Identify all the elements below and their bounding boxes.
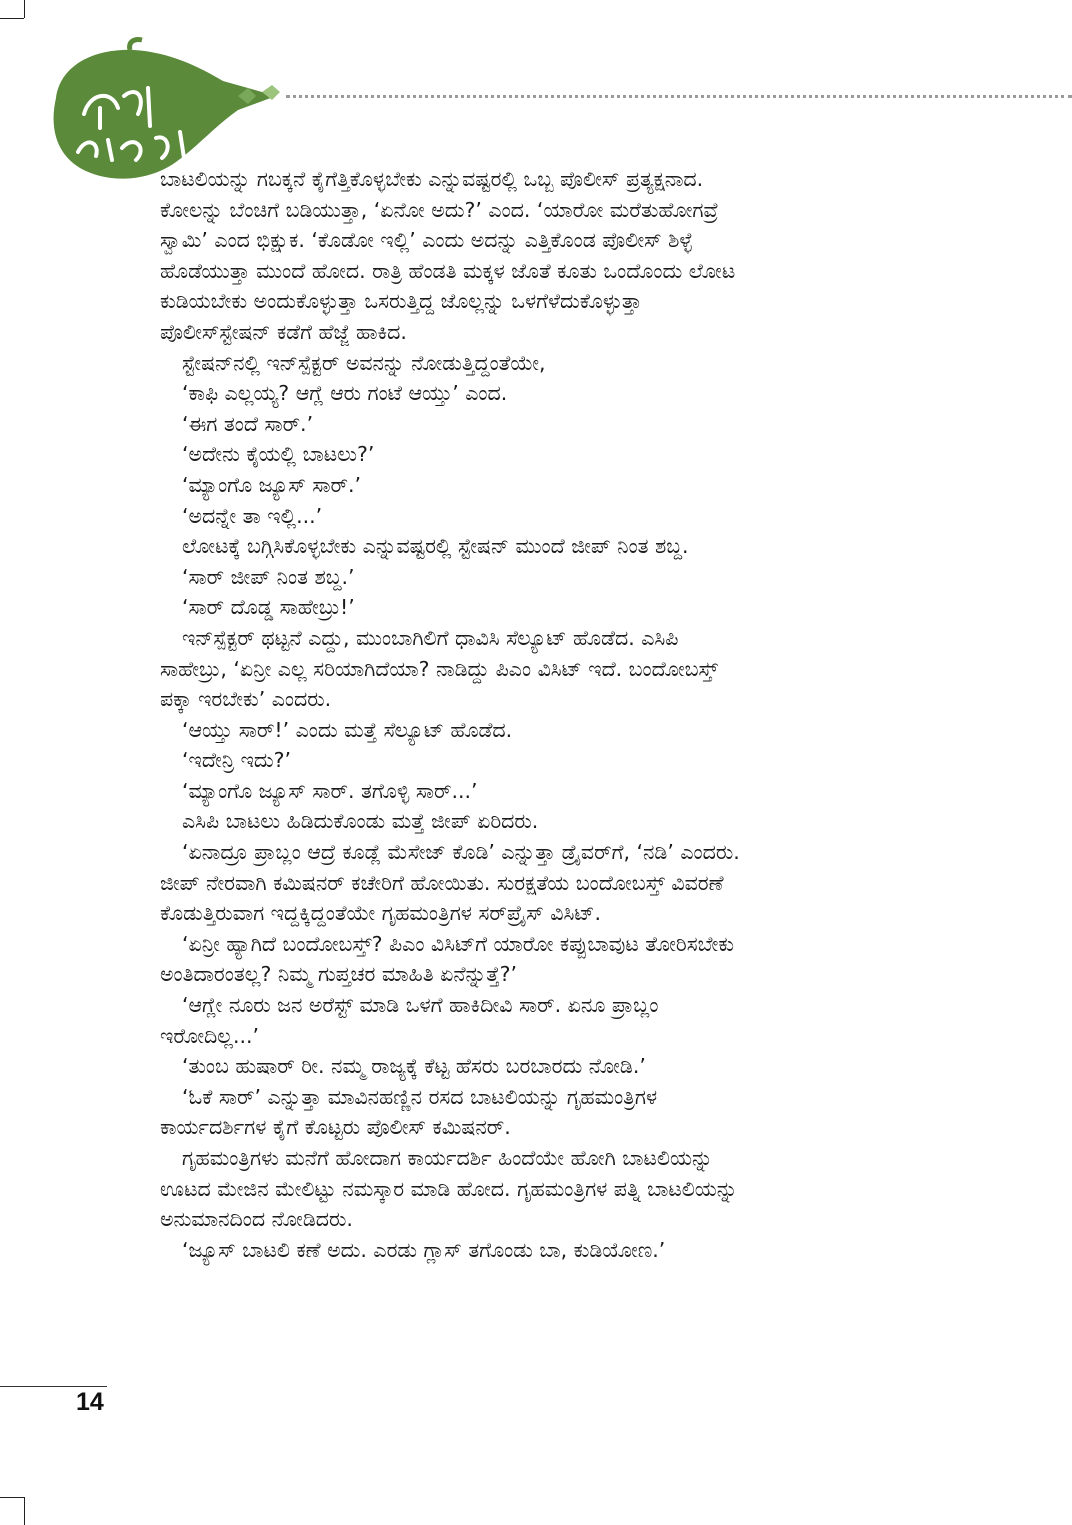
text-line: ‘ಆಯ್ತು ಸಾರ್!’ ಎಂದು ಮತ್ತೆ ಸೆಲ್ಯೂಟ್ ಹೊಡೆದ. [182, 717, 513, 742]
text-line: ಬಾಟಲಿಯನ್ನು ಗಬಕ್ಕನೆ ಕೈಗೆತ್ತಿಕೊಳ್ಳಬೇಕು ಎನ್ನುವಷ್ಟರಲ್ಲಿ ಒಬ್ಬ ಪೊಲೀಸ್ ಪ್ರತ್ಯಕ್ಷನಾದ. [160, 167, 704, 191]
page-number: 14 [76, 1388, 104, 1416]
text-line: ಹೊಡೆಯುತ್ತಾ ಮುಂದೆ ಹೋದ. ರಾತ್ರಿ ಹೆಂಡತಿ ಮಕ್ಕಳ ಜೊತೆ ಕೂತು ಒಂದೊಂದು ಲೋಟ [160, 258, 736, 283]
text-line: ಪೊಲೀಸ್‌ಸ್ಟೇಷನ್ ಕಡೆಗೆ ಹೆಜ್ಜೆ ಹಾಕಿದ. [160, 319, 407, 344]
header-dotted-rule [286, 95, 1072, 98]
text-line: ‘ತುಂಬ ಹುಷಾರ್ ರೀ. ನಮ್ಮ ರಾಜ್ಯಕ್ಕೆ ಕೆಟ್ಟ ಹೆಸರು ಬರಬಾರದು ನೋಡಿ.’ [182, 1054, 646, 1079]
text-line: ಕುಡಿಯಬೇಕು ಅಂದುಕೊಳ್ಳುತ್ತಾ ಒಸರುತ್ತಿದ್ದ ಜೊಲ್ಲನ್ನು ಒಳಗೆಳೆದುಕೊಳ್ಳುತ್ತಾ [160, 289, 642, 314]
footer-rule [0, 1386, 107, 1387]
text-line: ‘ಇದೇನ್ರಿ ಇದು?’ [182, 748, 292, 773]
text-line: ‘ಓಕೆ ಸಾರ್’ ಎನ್ನುತ್ತಾ ಮಾವಿನಹಣ್ಣಿನ ರಸದ ಬಾಟಲಿಯನ್ನು ಗೃಹಮಂತ್ರಿಗಳ [182, 1084, 658, 1109]
text-line: ಗೃಹಮಂತ್ರಿಗಳು ಮನೆಗೆ ಹೋದಾಗ ಕಾರ್ಯದರ್ಶಿ ಹಿಂದೆಯೇ ಹೋಗಿ ಬಾಟಲಿಯನ್ನು [182, 1146, 713, 1170]
text-line: ಇರೋದಿಲ್ಲ...’ [160, 1023, 260, 1048]
text-line: ಪಕ್ಕಾ ಇರಬೇಕು’ ಎಂದರು. [160, 687, 332, 712]
text-line: ‘ಮ್ಯಾಂಗೊ ಜ್ಯೂಸ್ ಸಾರ್.’ [182, 472, 362, 497]
logo-text: ಅತಿ ಸಣ್ಣ ಕತೆ [38, 21, 106, 40]
crop-mark-top-left [0, 18, 24, 19]
text-line: ‘ಏನ್ರೀ ಹ್ಯಾಗಿದೆ ಬಂದೋಬಸ್ತ್? ಪಿಎಂ ವಿಸಿಟ್‌ಗೆ ಯಾರೋ ಕಪ್ಪುಬಾವುಟ ತೋರಿಸಬೇಕು [182, 931, 735, 956]
text-line: ಕೊಡುತ್ತಿರುವಾಗ ಇದ್ದಕ್ಕಿದ್ದಂತೆಯೇ ಗೃಹಮಂತ್ರಿಗಳ ಸರ್‌ಪ್ರೈಸ್ ವಿಸಿಟ್. [160, 901, 601, 926]
text-line: ‘ಅದನ್ನೇ ತಾ ಇಲ್ಲಿ...’ [182, 503, 323, 528]
text-line: ‘ಕಾಫಿ ಎಲ್ಲಯ್ಯ? ಆಗ್ಲೆ ಆರು ಗಂಟೆ ಆಯ್ತು’ ಎಂದ. [182, 381, 508, 406]
text-line: ಸ್ಟೇಷನ್‌ನಲ್ಲಿ ಇನ್‌ಸ್ಪೆಕ್ಟರ್ ಅವನನ್ನು ನೋಡುತ್ತಿದ್ದಂತೆಯೇ, [182, 350, 546, 375]
text-line: ಲೋಟಕ್ಕೆ ಬಗ್ಗಿಸಿಕೊಳ್ಳಬೇಕು ಎನ್ನುವಷ್ಟರಲ್ಲಿ ಸ್ಟೇಷನ್ ಮುಂದೆ ಜೀಪ್ ನಿಂತ ಶಬ್ದ. [182, 534, 689, 559]
story-body [160, 164, 920, 1265]
text-line: ಊಟದ ಮೇಜಿನ ಮೇಲಿಟ್ಟು ನಮಸ್ಕಾರ ಮಾಡಿ ಹೋದ. ಗೃಹಮಂತ್ರಿಗಳ ಪತ್ನಿ ಬಾಟಲಿಯನ್ನು [160, 1176, 738, 1201]
text-line: ಅಂತಿದಾರಂತಲ್ಲ? ನಿಮ್ಮ ಗುಪ್ತಚರ ಮಾಹಿತಿ ಏನೆನ್ನುತ್ತೆ?’ [160, 962, 518, 987]
crop-mark-top-left [24, 0, 25, 18]
text-line: ಕಾರ್ಯದರ್ಶಿಗಳ ಕೈಗೆ ಕೊಟ್ಟರು ಪೊಲೀಸ್ ಕಮಿಷನರ್. [160, 1115, 511, 1140]
text-line: ಸಾಹೇಬ್ರು, ‘ಏನ್ರೀ ಎಲ್ಲ ಸರಿಯಾಗಿದೆಯಾ? ನಾಡಿದ್ದು ಪಿಎಂ ವಿಸಿಟ್ ಇದೆ. ಬಂದೋಬಸ್ತ್ [160, 656, 718, 681]
text-line: ‘ಏನಾದ್ರೂ ಪ್ರಾಬ್ಲಂ ಆದ್ರೆ ಕೂಡ್ಲೆ ಮೆಸೇಜ್ ಕೊಡಿ’ ಎನ್ನುತ್ತಾ ಡ್ರೈವರ್‌ಗೆ, ‘ನಡಿ’ ಎಂದರು. [182, 840, 740, 865]
text-line: ‘ಈಗ ತಂದೆ ಸಾರ್.’ [182, 411, 314, 436]
text-line: ‘ಅದೇನು ಕೈಯಲ್ಲಿ ಬಾಟಲು?’ [182, 442, 375, 467]
text-line: ಜೀಪ್ ನೇರವಾಗಿ ಕಮಿಷನರ್ ಕಚೇರಿಗೆ ಹೋಯಿತು. ಸುರಕ್ಷತೆಯ ಬಂದೋಬಸ್ತ್ ವಿವರಣೆ [160, 870, 724, 895]
crop-mark-bottom-left [24, 1497, 25, 1525]
text-line: ಸ್ವಾಮಿ’ ಎಂದ ಭಿಕ್ಷುಕ. ‘ಕೊಡೋ ಇಲ್ಲಿ’ ಎಂದು ಅದನ್ನು ಎತ್ತಿಕೊಂಡ ಪೊಲೀಸ್ ಶಿಳ್ಳೆ [160, 228, 693, 253]
crop-mark-bottom-left [0, 1497, 24, 1498]
text-line: ‘ಸಾರ್ ದೊಡ್ಡ ಸಾಹೇಬ್ರು!’ [182, 595, 355, 620]
text-line: ‘ಮ್ಯಾಂಗೊ ಜ್ಯೂಸ್ ಸಾರ್. ತಗೊಳ್ಳಿ ಸಾರ್...’ [182, 778, 478, 803]
text-line: ‘ಸಾರ್ ಜೀಪ್ ನಿಂತ ಶಬ್ದ.’ [182, 564, 355, 589]
text-line: ‘ಜ್ಯೂಸ್ ಬಾಟಲಿ ಕಣೆ ಅದು. ಎರಡು ಗ್ಲಾಸ್ ತಗೊಂಡು ಬಾ, ಕುಡಿಯೋಣ.’ [182, 1237, 666, 1262]
text-line: ಎಸಿಪಿ ಬಾಟಲು ಹಿಡಿದುಕೊಂಡು ಮತ್ತೆ ಜೀಪ್ ಏರಿದರು. [182, 809, 539, 834]
text-line: ‘ಆಗ್ಲೇ ನೂರು ಜನ ಅರೆಸ್ಟ್ ಮಾಡಿ ಒಳಗೆ ಹಾಕಿದೀವಿ ಸಾರ್. ಏನೂ ಪ್ರಾಬ್ಲಂ [182, 993, 659, 1018]
text-line: ಅನುಮಾನದಿಂದ ನೋಡಿದರು. [160, 1207, 353, 1232]
text-line: ಇನ್‌ಸ್ಪೆಕ್ಟರ್ ಥಟ್ಟನೆ ಎದ್ದು, ಮುಂಬಾಗಿಲಿಗೆ ಧಾವಿಸಿ ಸೆಲ್ಯೂಟ್ ಹೊಡೆದ. ಎಸಿಪಿ [182, 625, 679, 650]
text-line: ಕೋಲನ್ನು ಬೆಂಚಿಗೆ ಬಡಿಯುತ್ತಾ, ‘ಏನೋ ಅದು?’ ಎಂದ. ‘ಯಾರೋ ಮರೆತುಹೋಗವ್ರೆ [160, 197, 719, 222]
